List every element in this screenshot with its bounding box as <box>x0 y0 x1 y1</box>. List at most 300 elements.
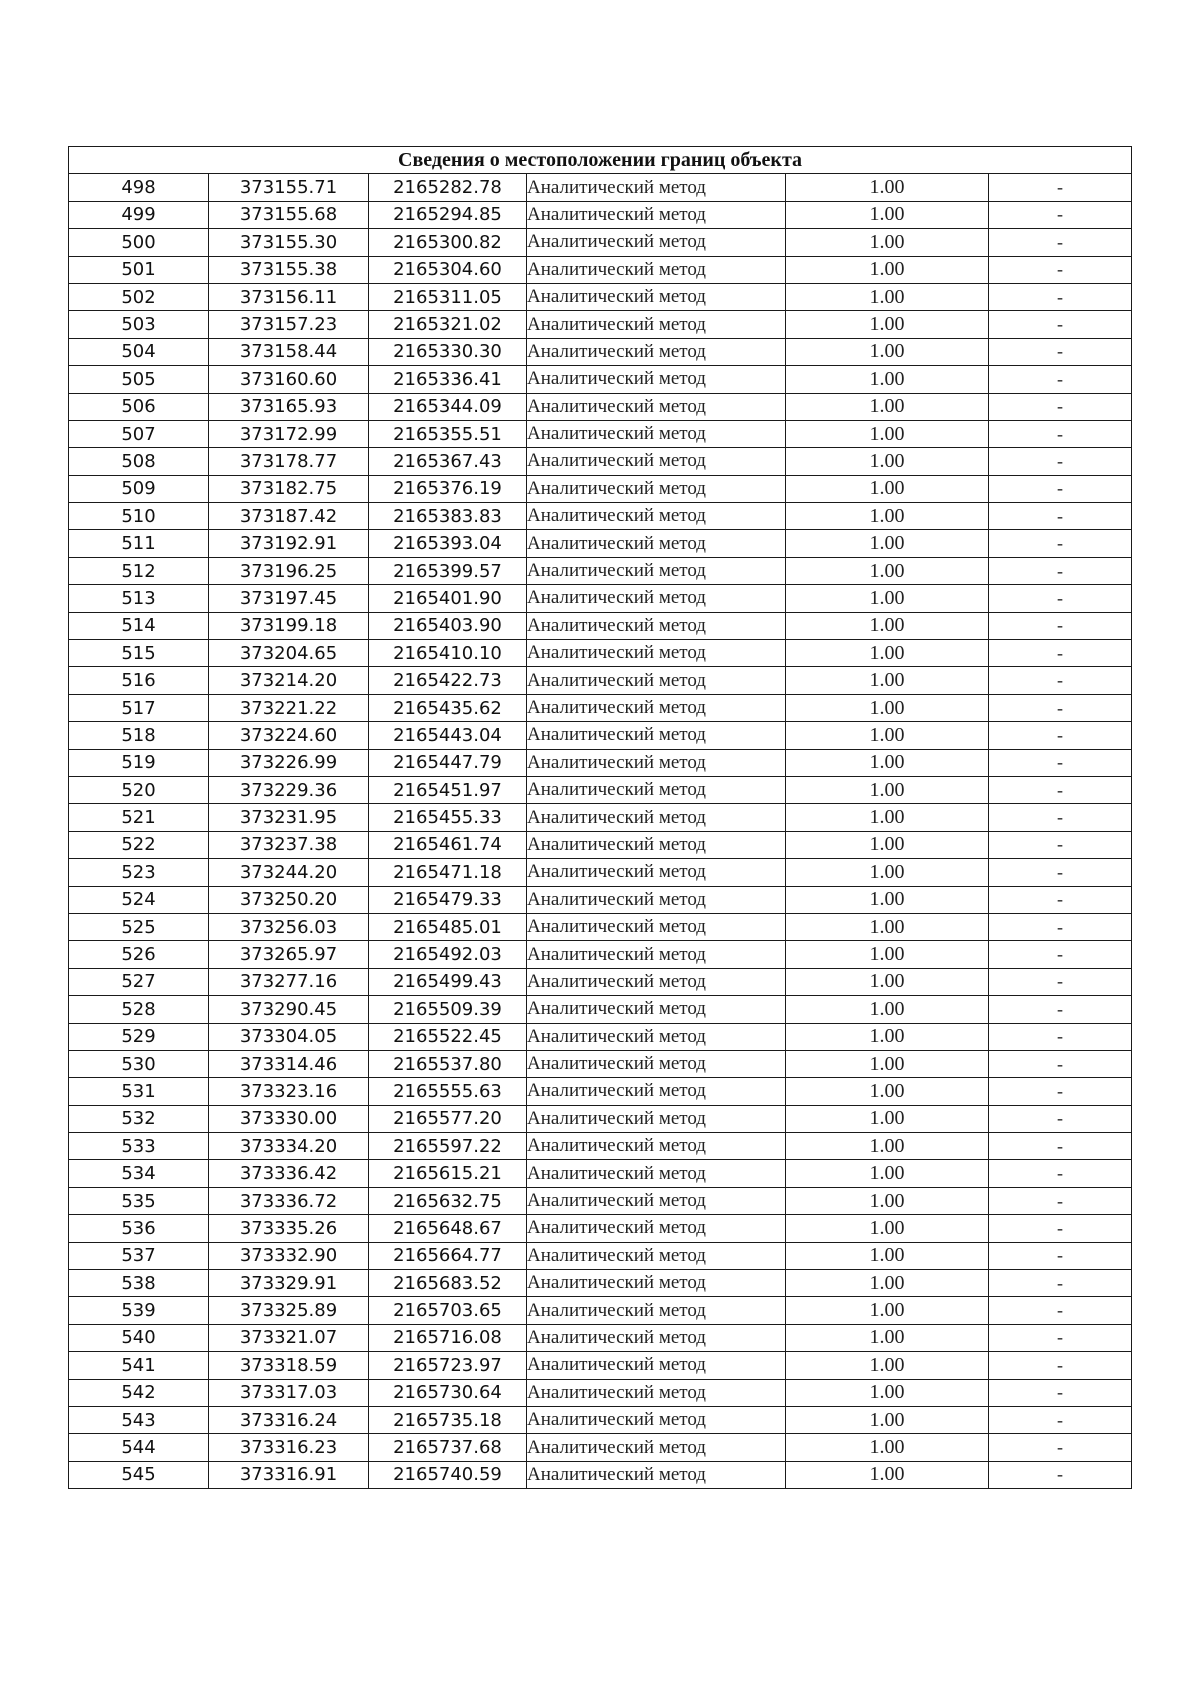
x-coordinate-cell: 373192.91 <box>209 530 369 557</box>
x-coordinate-cell: 373199.18 <box>209 612 369 639</box>
table-row <box>69 1324 1132 1351</box>
table-row <box>69 1461 1132 1488</box>
accuracy-cell: 1.00 <box>786 667 989 694</box>
accuracy-cell: 1.00 <box>786 420 989 447</box>
y-coordinate-cell: 2165499.43 <box>369 968 527 995</box>
method-cell: Аналитический метод <box>527 420 786 447</box>
table-row <box>69 366 1132 393</box>
point-number-cell: 544 <box>69 1434 209 1461</box>
x-coordinate-cell: 373323.16 <box>209 1078 369 1105</box>
accuracy-cell: 1.00 <box>786 722 989 749</box>
point-number-cell: 507 <box>69 420 209 447</box>
x-coordinate-cell: 373155.71 <box>209 174 369 201</box>
accuracy-cell: 1.00 <box>786 1270 989 1297</box>
x-coordinate-cell: 373155.68 <box>209 201 369 228</box>
method-cell: Аналитический метод <box>527 968 786 995</box>
method-cell: Аналитический метод <box>527 1078 786 1105</box>
note-cell: - <box>989 1105 1132 1132</box>
x-coordinate-cell: 373329.91 <box>209 1270 369 1297</box>
method-cell: Аналитический метод <box>527 311 786 338</box>
point-number-cell: 529 <box>69 1023 209 1050</box>
y-coordinate-cell: 2165376.19 <box>369 475 527 502</box>
x-coordinate-cell: 373265.97 <box>209 941 369 968</box>
x-coordinate-cell: 373321.07 <box>209 1324 369 1351</box>
accuracy-cell: 1.00 <box>786 886 989 913</box>
accuracy-cell: 1.00 <box>786 1160 989 1187</box>
point-number-cell: 518 <box>69 722 209 749</box>
note-cell: - <box>989 283 1132 310</box>
y-coordinate-cell: 2165399.57 <box>369 557 527 584</box>
accuracy-cell: 1.00 <box>786 913 989 940</box>
accuracy-cell: 1.00 <box>786 174 989 201</box>
accuracy-cell: 1.00 <box>786 1242 989 1269</box>
x-coordinate-cell: 373317.03 <box>209 1379 369 1406</box>
point-number-cell: 516 <box>69 667 209 694</box>
point-number-cell: 545 <box>69 1461 209 1488</box>
note-cell: - <box>989 475 1132 502</box>
note-cell: - <box>989 585 1132 612</box>
method-cell: Аналитический метод <box>527 475 786 502</box>
method-cell: Аналитический метод <box>527 667 786 694</box>
accuracy-cell: 1.00 <box>786 283 989 310</box>
table-row <box>69 1105 1132 1132</box>
method-cell: Аналитический метод <box>527 804 786 831</box>
y-coordinate-cell: 2165471.18 <box>369 859 527 886</box>
note-cell: - <box>989 201 1132 228</box>
y-coordinate-cell: 2165455.33 <box>369 804 527 831</box>
method-cell: Аналитический метод <box>527 256 786 283</box>
method-cell: Аналитический метод <box>527 612 786 639</box>
y-coordinate-cell: 2165740.59 <box>369 1461 527 1488</box>
accuracy-cell: 1.00 <box>786 393 989 420</box>
table-row <box>69 311 1132 338</box>
table-row <box>69 201 1132 228</box>
point-number-cell: 542 <box>69 1379 209 1406</box>
y-coordinate-cell: 2165330.30 <box>369 338 527 365</box>
note-cell: - <box>989 1379 1132 1406</box>
note-cell: - <box>989 968 1132 995</box>
note-cell: - <box>989 1160 1132 1187</box>
y-coordinate-cell: 2165555.63 <box>369 1078 527 1105</box>
point-number-cell: 503 <box>69 311 209 338</box>
table-row <box>69 913 1132 940</box>
table-row <box>69 1078 1132 1105</box>
x-coordinate-cell: 373314.46 <box>209 1050 369 1077</box>
x-coordinate-cell: 373157.23 <box>209 311 369 338</box>
note-cell: - <box>989 1297 1132 1324</box>
boundary-coordinates-table <box>68 146 1132 1489</box>
accuracy-cell: 1.00 <box>786 585 989 612</box>
y-coordinate-cell: 2165447.79 <box>369 749 527 776</box>
method-cell: Аналитический метод <box>527 859 786 886</box>
y-coordinate-cell: 2165509.39 <box>369 996 527 1023</box>
point-number-cell: 514 <box>69 612 209 639</box>
x-coordinate-cell: 373277.16 <box>209 968 369 995</box>
y-coordinate-cell: 2165735.18 <box>369 1406 527 1433</box>
point-number-cell: 502 <box>69 283 209 310</box>
accuracy-cell: 1.00 <box>786 229 989 256</box>
table-row <box>69 968 1132 995</box>
table-title-row <box>69 147 1132 174</box>
point-number-cell: 517 <box>69 694 209 721</box>
y-coordinate-cell: 2165537.80 <box>369 1050 527 1077</box>
point-number-cell: 521 <box>69 804 209 831</box>
x-coordinate-cell: 373318.59 <box>209 1352 369 1379</box>
accuracy-cell: 1.00 <box>786 1461 989 1488</box>
x-coordinate-cell: 373325.89 <box>209 1297 369 1324</box>
note-cell: - <box>989 1461 1132 1488</box>
y-coordinate-cell: 2165577.20 <box>369 1105 527 1132</box>
y-coordinate-cell: 2165367.43 <box>369 448 527 475</box>
table-row <box>69 776 1132 803</box>
table-row <box>69 1379 1132 1406</box>
method-cell: Аналитический метод <box>527 1434 786 1461</box>
note-cell: - <box>989 256 1132 283</box>
method-cell: Аналитический метод <box>527 1105 786 1132</box>
x-coordinate-cell: 373221.22 <box>209 694 369 721</box>
x-coordinate-cell: 373316.91 <box>209 1461 369 1488</box>
table-row <box>69 667 1132 694</box>
table-row <box>69 1160 1132 1187</box>
method-cell: Аналитический метод <box>527 1297 786 1324</box>
note-cell: - <box>989 1434 1132 1461</box>
method-cell: Аналитический метод <box>527 749 786 776</box>
method-cell: Аналитический метод <box>527 694 786 721</box>
table-row <box>69 1050 1132 1077</box>
y-coordinate-cell: 2165492.03 <box>369 941 527 968</box>
x-coordinate-cell: 373231.95 <box>209 804 369 831</box>
x-coordinate-cell: 373160.60 <box>209 366 369 393</box>
x-coordinate-cell: 373334.20 <box>209 1133 369 1160</box>
y-coordinate-cell: 2165615.21 <box>369 1160 527 1187</box>
note-cell: - <box>989 996 1132 1023</box>
x-coordinate-cell: 373158.44 <box>209 338 369 365</box>
y-coordinate-cell: 2165664.77 <box>369 1242 527 1269</box>
accuracy-cell: 1.00 <box>786 1133 989 1160</box>
accuracy-cell: 1.00 <box>786 612 989 639</box>
method-cell: Аналитический метод <box>527 1379 786 1406</box>
note-cell: - <box>989 640 1132 667</box>
y-coordinate-cell: 2165485.01 <box>369 913 527 940</box>
point-number-cell: 505 <box>69 366 209 393</box>
point-number-cell: 526 <box>69 941 209 968</box>
x-coordinate-cell: 373229.36 <box>209 776 369 803</box>
point-number-cell: 533 <box>69 1133 209 1160</box>
table-row <box>69 174 1132 201</box>
method-cell: Аналитический метод <box>527 338 786 365</box>
table-row <box>69 1406 1132 1433</box>
note-cell: - <box>989 1023 1132 1050</box>
table-row <box>69 393 1132 420</box>
x-coordinate-cell: 373155.38 <box>209 256 369 283</box>
y-coordinate-cell: 2165336.41 <box>369 366 527 393</box>
method-cell: Аналитический метод <box>527 1324 786 1351</box>
point-number-cell: 512 <box>69 557 209 584</box>
table-row <box>69 612 1132 639</box>
accuracy-cell: 1.00 <box>786 448 989 475</box>
point-number-cell: 511 <box>69 530 209 557</box>
table-row <box>69 1215 1132 1242</box>
point-number-cell: 534 <box>69 1160 209 1187</box>
method-cell: Аналитический метод <box>527 366 786 393</box>
note-cell: - <box>989 174 1132 201</box>
y-coordinate-cell: 2165737.68 <box>369 1434 527 1461</box>
note-cell: - <box>989 1270 1132 1297</box>
note-cell: - <box>989 530 1132 557</box>
method-cell: Аналитический метод <box>527 283 786 310</box>
method-cell: Аналитический метод <box>527 448 786 475</box>
y-coordinate-cell: 2165344.09 <box>369 393 527 420</box>
x-coordinate-cell: 373197.45 <box>209 585 369 612</box>
x-coordinate-cell: 373256.03 <box>209 913 369 940</box>
table-row <box>69 530 1132 557</box>
table-row <box>69 283 1132 310</box>
table-row <box>69 1352 1132 1379</box>
accuracy-cell: 1.00 <box>786 1379 989 1406</box>
note-cell: - <box>989 1078 1132 1105</box>
point-number-cell: 531 <box>69 1078 209 1105</box>
y-coordinate-cell: 2165304.60 <box>369 256 527 283</box>
note-cell: - <box>989 831 1132 858</box>
accuracy-cell: 1.00 <box>786 1297 989 1324</box>
y-coordinate-cell: 2165294.85 <box>369 201 527 228</box>
y-coordinate-cell: 2165648.67 <box>369 1215 527 1242</box>
method-cell: Аналитический метод <box>527 530 786 557</box>
y-coordinate-cell: 2165422.73 <box>369 667 527 694</box>
y-coordinate-cell: 2165410.10 <box>369 640 527 667</box>
accuracy-cell: 1.00 <box>786 1023 989 1050</box>
y-coordinate-cell: 2165723.97 <box>369 1352 527 1379</box>
y-coordinate-cell: 2165451.97 <box>369 776 527 803</box>
x-coordinate-cell: 373156.11 <box>209 283 369 310</box>
note-cell: - <box>989 804 1132 831</box>
accuracy-cell: 1.00 <box>786 311 989 338</box>
note-cell: - <box>989 667 1132 694</box>
table-row <box>69 722 1132 749</box>
accuracy-cell: 1.00 <box>786 859 989 886</box>
accuracy-cell: 1.00 <box>786 996 989 1023</box>
note-cell: - <box>989 913 1132 940</box>
y-coordinate-cell: 2165300.82 <box>369 229 527 256</box>
point-number-cell: 522 <box>69 831 209 858</box>
x-coordinate-cell: 373316.24 <box>209 1406 369 1433</box>
accuracy-cell: 1.00 <box>786 530 989 557</box>
point-number-cell: 539 <box>69 1297 209 1324</box>
table-row <box>69 1187 1132 1214</box>
method-cell: Аналитический метод <box>527 585 786 612</box>
table-row <box>69 1133 1132 1160</box>
y-coordinate-cell: 2165355.51 <box>369 420 527 447</box>
point-number-cell: 538 <box>69 1270 209 1297</box>
method-cell: Аналитический метод <box>527 996 786 1023</box>
y-coordinate-cell: 2165403.90 <box>369 612 527 639</box>
table-row <box>69 338 1132 365</box>
x-coordinate-cell: 373165.93 <box>209 393 369 420</box>
table-row <box>69 1434 1132 1461</box>
table-row <box>69 859 1132 886</box>
method-cell: Аналитический метод <box>527 201 786 228</box>
method-cell: Аналитический метод <box>527 1352 786 1379</box>
point-number-cell: 524 <box>69 886 209 913</box>
point-number-cell: 540 <box>69 1324 209 1351</box>
note-cell: - <box>989 859 1132 886</box>
note-cell: - <box>989 366 1132 393</box>
y-coordinate-cell: 2165716.08 <box>369 1324 527 1351</box>
point-number-cell: 536 <box>69 1215 209 1242</box>
note-cell: - <box>989 1187 1132 1214</box>
accuracy-cell: 1.00 <box>786 1078 989 1105</box>
point-number-cell: 504 <box>69 338 209 365</box>
x-coordinate-cell: 373226.99 <box>209 749 369 776</box>
method-cell: Аналитический метод <box>527 722 786 749</box>
table-row <box>69 256 1132 283</box>
point-number-cell: 528 <box>69 996 209 1023</box>
method-cell: Аналитический метод <box>527 941 786 968</box>
table-row <box>69 640 1132 667</box>
accuracy-cell: 1.00 <box>786 941 989 968</box>
method-cell: Аналитический метод <box>527 640 786 667</box>
x-coordinate-cell: 373335.26 <box>209 1215 369 1242</box>
table-row <box>69 886 1132 913</box>
table-row <box>69 749 1132 776</box>
accuracy-cell: 1.00 <box>786 831 989 858</box>
method-cell: Аналитический метод <box>527 1160 786 1187</box>
y-coordinate-cell: 2165435.62 <box>369 694 527 721</box>
x-coordinate-cell: 373332.90 <box>209 1242 369 1269</box>
y-coordinate-cell: 2165393.04 <box>369 530 527 557</box>
note-cell: - <box>989 749 1132 776</box>
method-cell: Аналитический метод <box>527 831 786 858</box>
x-coordinate-cell: 373214.20 <box>209 667 369 694</box>
y-coordinate-cell: 2165443.04 <box>369 722 527 749</box>
table-row <box>69 420 1132 447</box>
accuracy-cell: 1.00 <box>786 1050 989 1077</box>
y-coordinate-cell: 2165401.90 <box>369 585 527 612</box>
point-number-cell: 527 <box>69 968 209 995</box>
y-coordinate-cell: 2165383.83 <box>369 503 527 530</box>
x-coordinate-cell: 373290.45 <box>209 996 369 1023</box>
method-cell: Аналитический метод <box>527 1187 786 1214</box>
point-number-cell: 519 <box>69 749 209 776</box>
point-number-cell: 500 <box>69 229 209 256</box>
accuracy-cell: 1.00 <box>786 749 989 776</box>
x-coordinate-cell: 373316.23 <box>209 1434 369 1461</box>
note-cell: - <box>989 393 1132 420</box>
note-cell: - <box>989 1406 1132 1433</box>
table-row <box>69 503 1132 530</box>
x-coordinate-cell: 373204.65 <box>209 640 369 667</box>
y-coordinate-cell: 2165683.52 <box>369 1270 527 1297</box>
method-cell: Аналитический метод <box>527 393 786 420</box>
point-number-cell: 508 <box>69 448 209 475</box>
y-coordinate-cell: 2165311.05 <box>369 283 527 310</box>
note-cell: - <box>989 311 1132 338</box>
point-number-cell: 541 <box>69 1352 209 1379</box>
method-cell: Аналитический метод <box>527 1406 786 1433</box>
note-cell: - <box>989 503 1132 530</box>
accuracy-cell: 1.00 <box>786 503 989 530</box>
note-cell: - <box>989 886 1132 913</box>
accuracy-cell: 1.00 <box>786 201 989 228</box>
accuracy-cell: 1.00 <box>786 804 989 831</box>
x-coordinate-cell: 373187.42 <box>209 503 369 530</box>
table-row <box>69 448 1132 475</box>
x-coordinate-cell: 373237.38 <box>209 831 369 858</box>
y-coordinate-cell: 2165632.75 <box>369 1187 527 1214</box>
y-coordinate-cell: 2165522.45 <box>369 1023 527 1050</box>
table-row <box>69 996 1132 1023</box>
point-number-cell: 499 <box>69 201 209 228</box>
table-row <box>69 694 1132 721</box>
table-row <box>69 1297 1132 1324</box>
note-cell: - <box>989 941 1132 968</box>
accuracy-cell: 1.00 <box>786 256 989 283</box>
accuracy-cell: 1.00 <box>786 1434 989 1461</box>
method-cell: Аналитический метод <box>527 913 786 940</box>
accuracy-cell: 1.00 <box>786 1187 989 1214</box>
accuracy-cell: 1.00 <box>786 968 989 995</box>
accuracy-cell: 1.00 <box>786 640 989 667</box>
method-cell: Аналитический метод <box>527 1133 786 1160</box>
method-cell: Аналитический метод <box>527 229 786 256</box>
y-coordinate-cell: 2165479.33 <box>369 886 527 913</box>
point-number-cell: 501 <box>69 256 209 283</box>
point-number-cell: 510 <box>69 503 209 530</box>
accuracy-cell: 1.00 <box>786 338 989 365</box>
x-coordinate-cell: 373178.77 <box>209 448 369 475</box>
point-number-cell: 530 <box>69 1050 209 1077</box>
accuracy-cell: 1.00 <box>786 694 989 721</box>
accuracy-cell: 1.00 <box>786 1105 989 1132</box>
x-coordinate-cell: 373250.20 <box>209 886 369 913</box>
method-cell: Аналитический метод <box>527 1461 786 1488</box>
y-coordinate-cell: 2165282.78 <box>369 174 527 201</box>
note-cell: - <box>989 1133 1132 1160</box>
method-cell: Аналитический метод <box>527 1023 786 1050</box>
note-cell: - <box>989 1215 1132 1242</box>
point-number-cell: 515 <box>69 640 209 667</box>
point-number-cell: 520 <box>69 776 209 803</box>
note-cell: - <box>989 448 1132 475</box>
x-coordinate-cell: 373330.00 <box>209 1105 369 1132</box>
note-cell: - <box>989 1050 1132 1077</box>
table-row <box>69 1270 1132 1297</box>
table-row <box>69 229 1132 256</box>
note-cell: - <box>989 1324 1132 1351</box>
point-number-cell: 523 <box>69 859 209 886</box>
accuracy-cell: 1.00 <box>786 776 989 803</box>
method-cell: Аналитический метод <box>527 886 786 913</box>
table-row <box>69 831 1132 858</box>
table-title: Сведения о местоположении границ объекта <box>69 147 1132 174</box>
note-cell: - <box>989 557 1132 584</box>
note-cell: - <box>989 229 1132 256</box>
x-coordinate-cell: 373182.75 <box>209 475 369 502</box>
y-coordinate-cell: 2165597.22 <box>369 1133 527 1160</box>
y-coordinate-cell: 2165461.74 <box>369 831 527 858</box>
method-cell: Аналитический метод <box>527 557 786 584</box>
x-coordinate-cell: 373336.72 <box>209 1187 369 1214</box>
accuracy-cell: 1.00 <box>786 475 989 502</box>
accuracy-cell: 1.00 <box>786 1324 989 1351</box>
x-coordinate-cell: 373224.60 <box>209 722 369 749</box>
x-coordinate-cell: 373336.42 <box>209 1160 369 1187</box>
method-cell: Аналитический метод <box>527 1242 786 1269</box>
point-number-cell: 509 <box>69 475 209 502</box>
table-row <box>69 585 1132 612</box>
method-cell: Аналитический метод <box>527 1050 786 1077</box>
note-cell: - <box>989 776 1132 803</box>
